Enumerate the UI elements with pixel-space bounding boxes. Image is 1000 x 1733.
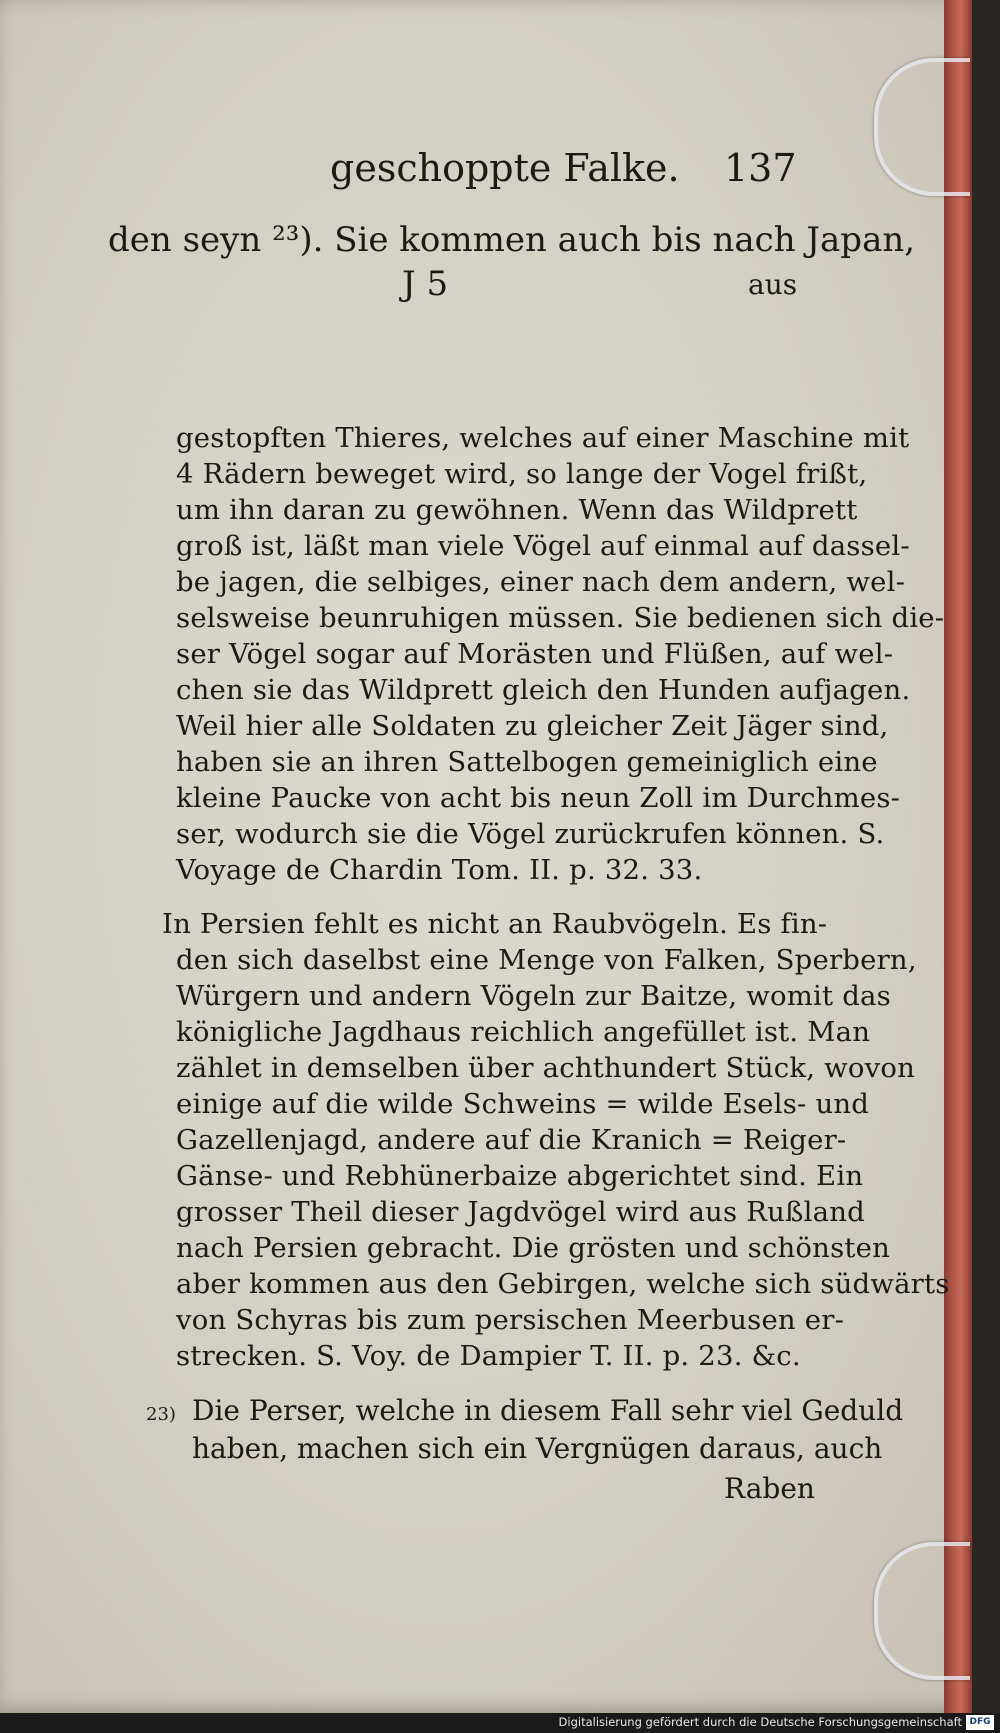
note-line: gestopften Thieres, welches auf einer Maschine mit [176,422,910,454]
running-title: geschoppte Falke. [330,146,680,190]
page-number: 137 [724,146,797,190]
note-line: groß ist, läßt man viele Vögel auf einmal auf dassel- [176,530,910,562]
paragraph-line: Würgern und andern Vögeln zur Baitze, womit das [176,980,891,1012]
note-line: um ihn daran zu gewöhnen. Wenn das Wildprett [176,494,858,526]
note-line: chen sie das Wildprett gleich den Hunden aufjagen. [176,674,911,706]
paragraph-line: den sich daselbst eine Menge von Falken, Sperbern, [176,944,917,976]
paragraph-line: zählet in demselben über achthundert Stück, wovon [176,1052,916,1084]
note-line: haben sie an ihren Sattelbogen gemeiniglich eine [176,746,878,778]
bottom-page-clip [874,1542,970,1680]
paragraph-citation: strecken. S. Voy. de Dampier T. II. p. 23. &c. [176,1340,801,1372]
footnote-marker: 23) [146,1404,176,1425]
top-page-clip [874,58,970,196]
paragraph-line: aber kommen aus den Gebirgen, welche sich südwärts [176,1268,950,1300]
signature-mark: J 5 [402,264,449,304]
paragraph-line: von Schyras bis zum persischen Meerbusen er- [176,1304,845,1336]
footnote-line: haben, machen sich ein Vergnügen daraus, auch [192,1432,883,1465]
paragraph-line: einige auf die wilde Schweins = wilde Esels- und [176,1088,870,1120]
note-line: ser, wodurch sie die Vögel zurückrufen können. S. [176,818,885,850]
catchword-footnote: Raben [724,1472,815,1505]
previous-page-line: den seyn ²³). Sie kommen auch bis nach Japan, [108,220,916,260]
dfg-logo: DFG [966,1715,994,1730]
page-edge [944,0,972,1713]
note-line: selsweise beunruhigen müssen. Sie bedienen sich die- [176,602,945,634]
paragraph-line: grosser Theil dieser Jagdvögel wird aus Rußland [176,1196,865,1228]
catchword-previous: aus [748,268,798,301]
note-line: Weil hier alle Soldaten zu gleicher Zeit Jäger sind, [176,710,889,742]
paragraph-line: Gazellenjagd, andere auf die Kranich = Reiger- [176,1124,847,1156]
digitization-credit: Digitalisierung gefördert durch die Deutsche Forschungsgemeinschaft [558,1715,962,1729]
paragraph-line: königliche Jagdhaus reichlich angefüllet ist. Man [176,1016,871,1048]
note-line: kleine Paucke von acht bis neun Zoll im Durchmes- [176,782,901,814]
paragraph-line: Gänse- und Rebhünerbaize abgerichtet sind. Ein [176,1160,864,1192]
note-line: 4 Rädern beweget wird, so lange der Vogel frißt, [176,458,868,490]
paragraph-line: In Persien fehlt es nicht an Raubvögeln. Es fin- [162,908,828,940]
note-citation: Voyage de Chardin Tom. II. p. 32. 33. [176,854,703,886]
footnote-line: Die Perser, welche in diesem Fall sehr viel Geduld [192,1394,904,1427]
note-line: ser Vögel sogar auf Morästen und Flüßen, auf wel- [176,638,894,670]
paragraph-line: nach Persien gebracht. Die grösten und schönsten [176,1232,891,1264]
note-line: be jagen, die selbiges, einer nach dem andern, wel- [176,566,906,598]
